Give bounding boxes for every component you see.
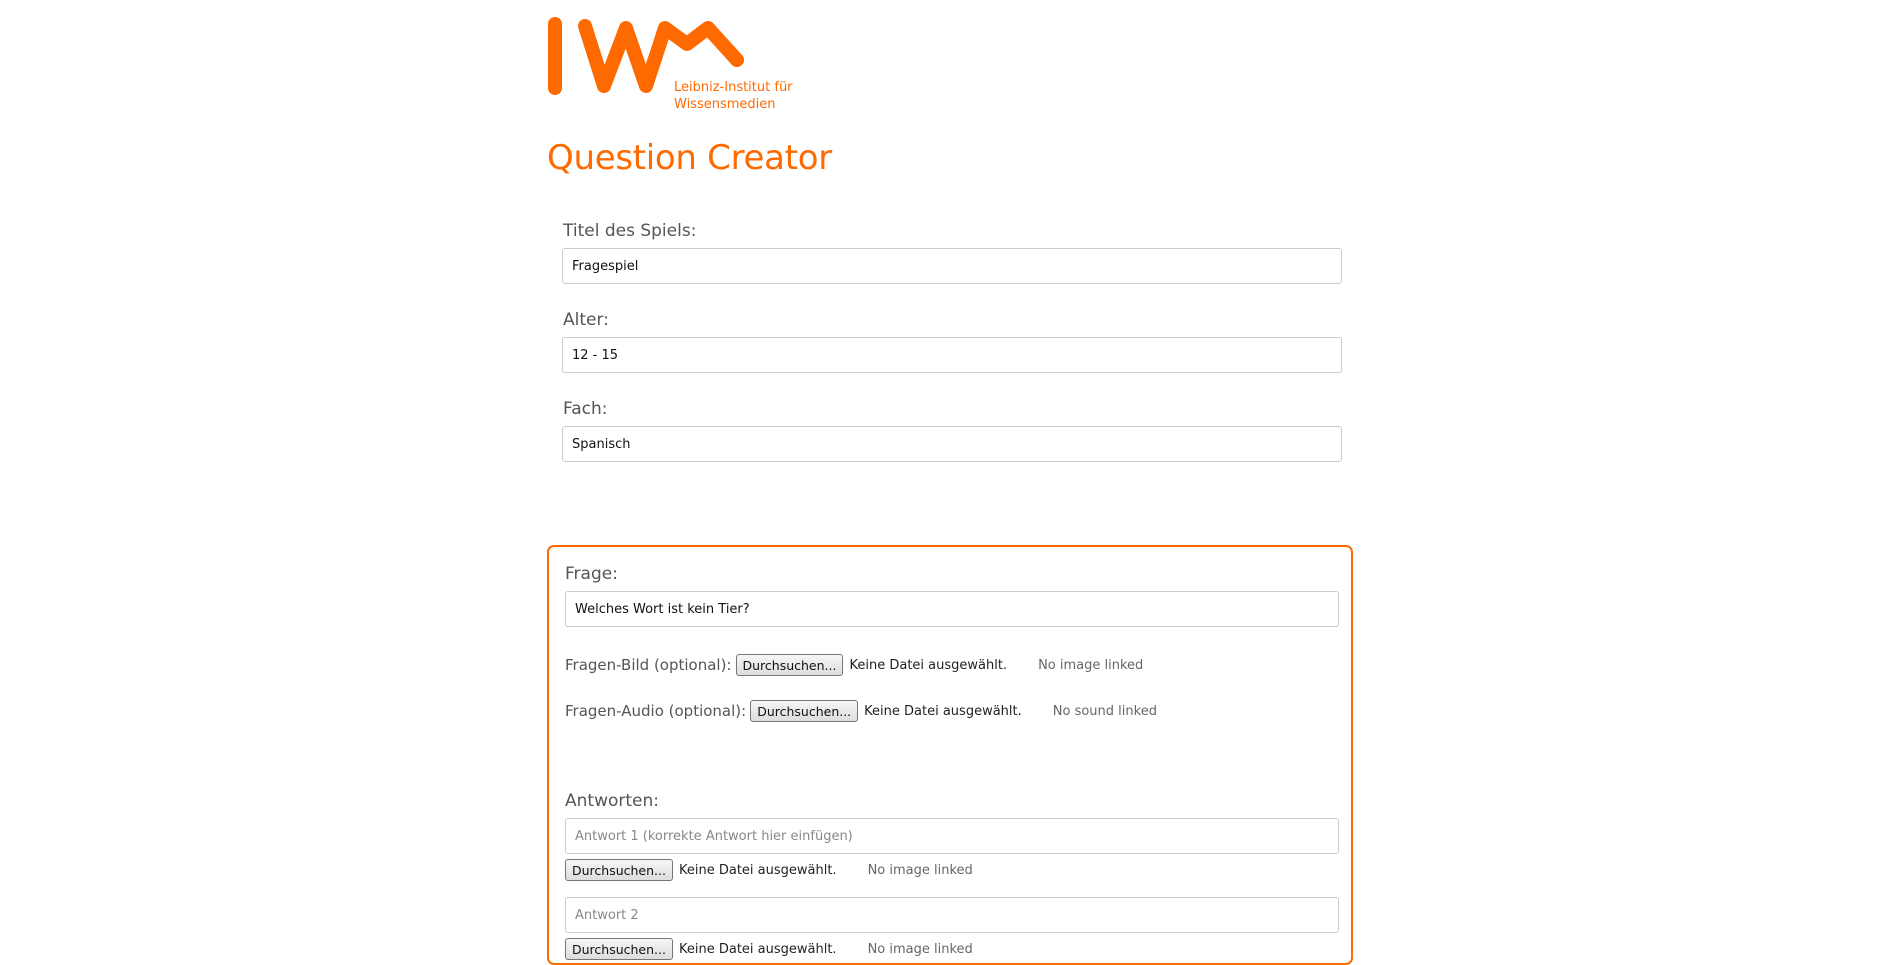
question-audio-browse-button[interactable]: Durchsuchen...: [750, 700, 858, 722]
answer-1-image-status: No image linked: [867, 862, 973, 878]
question-label: Frage:: [565, 564, 618, 584]
answers-label: Antworten:: [565, 791, 659, 811]
question-audio-status: No sound linked: [1052, 703, 1157, 719]
question-image-status: No image linked: [1038, 657, 1144, 673]
answer-1-image-row: [565, 858, 973, 882]
answer-2-image-row: [565, 937, 973, 961]
logo-subtitle: Leibniz-Institut für Wissensmedien: [674, 80, 793, 112]
question-image-label: Fragen-Bild (optional):: [565, 656, 732, 674]
question-image-row: [565, 653, 1143, 677]
game-title-label: Titel des Spiels:: [563, 221, 697, 241]
game-title-input[interactable]: [562, 248, 1342, 284]
age-label: Alter:: [563, 310, 609, 330]
answer-1-browse-button[interactable]: Durchsuchen...: [565, 859, 673, 881]
answer-2-no-file-text: Keine Datei ausgewählt.: [678, 941, 837, 957]
subject-label: Fach:: [563, 399, 608, 419]
question-image-no-file-text: Keine Datei ausgewählt.: [849, 657, 1008, 673]
page-title: Question Creator: [547, 138, 832, 178]
iwm-logo: [547, 16, 807, 116]
answer-2-browse-button[interactable]: Durchsuchen...: [565, 938, 673, 960]
answer-2-input[interactable]: [565, 897, 1339, 933]
question-audio-label: Fragen-Audio (optional):: [565, 702, 747, 720]
answer-1-input[interactable]: [565, 818, 1339, 854]
age-input[interactable]: [562, 337, 1342, 373]
question-card: [547, 545, 1353, 965]
question-image-browse-button[interactable]: Durchsuchen...: [736, 654, 844, 676]
question-audio-row: [565, 699, 1157, 723]
answer-2-image-status: No image linked: [867, 941, 973, 957]
answer-1-no-file-text: Keine Datei ausgewählt.: [678, 862, 837, 878]
question-audio-no-file-text: Keine Datei ausgewählt.: [864, 703, 1022, 719]
subject-input[interactable]: [562, 426, 1342, 462]
question-input[interactable]: [565, 591, 1339, 627]
